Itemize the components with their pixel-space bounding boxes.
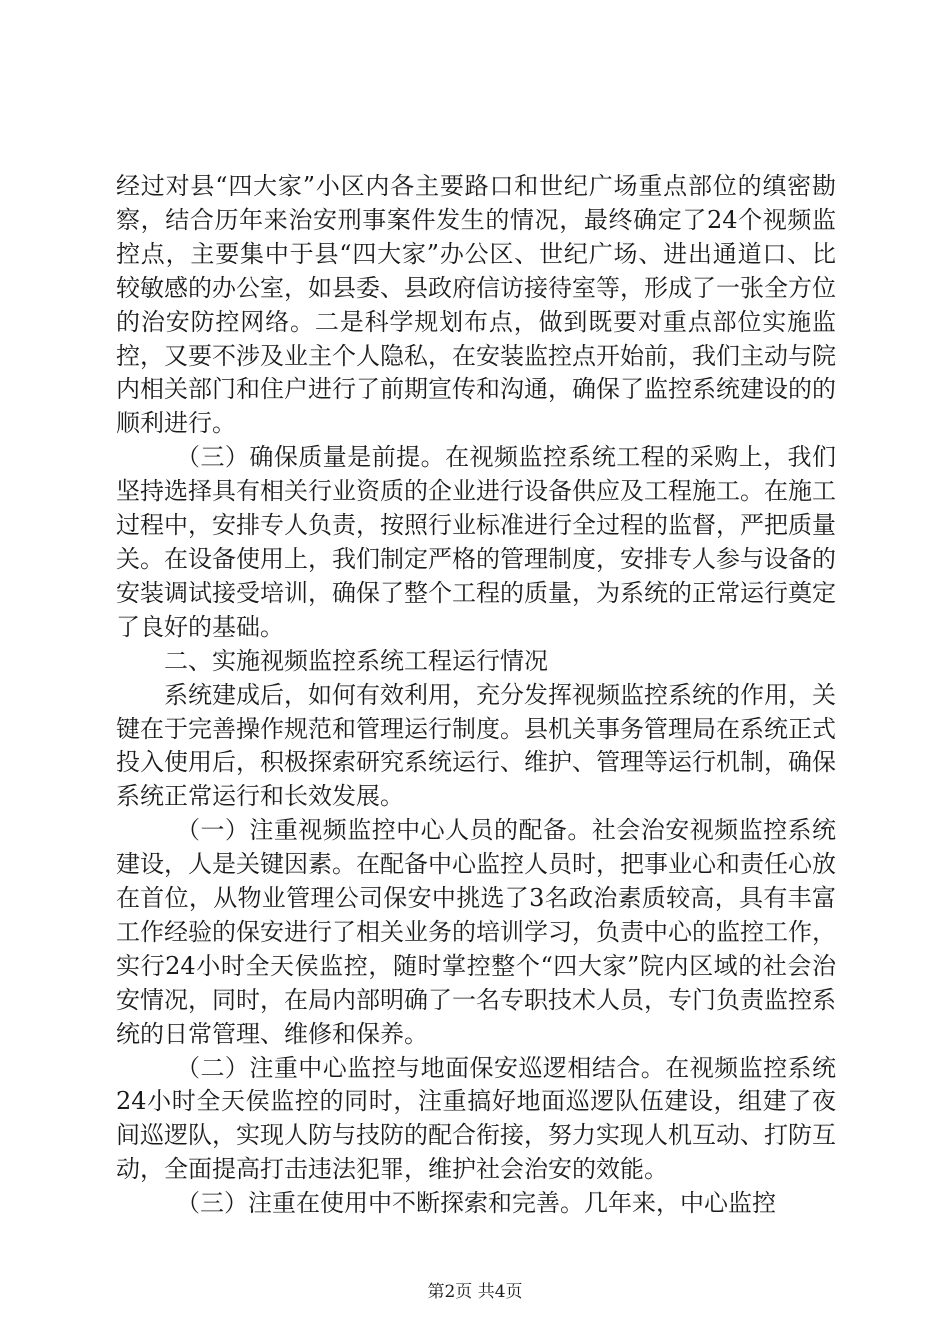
paragraph-quality: （三）确保质量是前提。在视频监控系统工程的采购上，我们坚持选择具有相关行业资质的企业进行设备供应及工程施工。在施工过程中，安排专人负责，按照行业标准进行全过程的监督，严把质量关。在设备使用上，我们制定严格的管理制度，安排专人参与设备的安装调试接受培训，确保了整个工程的质量，为系统的正常运行奠定了良好的基础。 (116, 443, 836, 641)
paragraph-improvement: （三）注重在使用中不断探索和完善。几年来，中心监控 (176, 1189, 776, 1218)
page-footer: 第2页 共4页 (427, 1282, 523, 1302)
paragraph-staffing: （一）注重视频监控中心人员的配备。社会治安视频监控系统建设，人是关键因素。在配备中心监控人员时，把事业心和责任心放在首位，从物业管理公司保安中挑选了3名政治素质较高，具有丰富工作经验的保安进行了相关业务的培训学习，负责中心的监控工作，实行24小时全天侯监控，随时掌控整个“四大家”院内区域的社会治安情况，同时，在局内部明确了一名专职技术人员，专门负责监控系统的日常管理、维修和保养。 (116, 816, 836, 1048)
paragraph-operation-intro: 系统建成后，如何有效利用，充分发挥视频监控系统的作用，关键在于完善操作规范和管理运行制度。县机关事务管理局在系统正式投入使用后，积极探索研究系统运行、维护、管理等运行机制，确保系统正常运行和长效发展。 (116, 680, 836, 811)
section-heading-operation: 二、实施视频监控系统工程运行情况 (164, 646, 548, 675)
paragraph-survey: 经过对县“四大家”小区内各主要路口和世纪广场重点部位的缜密勘察，结合历年来治安刑事案件发生的情况，最终确定了24个视频监控点，主要集中于县“四大家”办公区、世纪广场、进出通道口、比较敏感的办公室，如县委、县政府信访接待室等，形成了一张全方位的治安防控网络。二是科学规划布点，做到既要对重点部位实施监控，又要不涉及业主个人隐私，在安装监控点开始前，我们主动与院内相关部门和住户进行了前期宣传和沟通，确保了监控系统建设的的顺利进行。 (116, 172, 836, 438)
document-body (116, 170, 836, 1221)
paragraph-patrol: （二）注重中心监控与地面保安巡逻相结合。在视频监控系统24小时全天侯监控的同时，注重搞好地面巡逻队伍建设，组建了夜间巡逻队，实现人防与技防的配合衔接，努力实现人机互动、打防互动，全面提高打击违法犯罪，维护社会治安的效能。 (116, 1053, 836, 1184)
